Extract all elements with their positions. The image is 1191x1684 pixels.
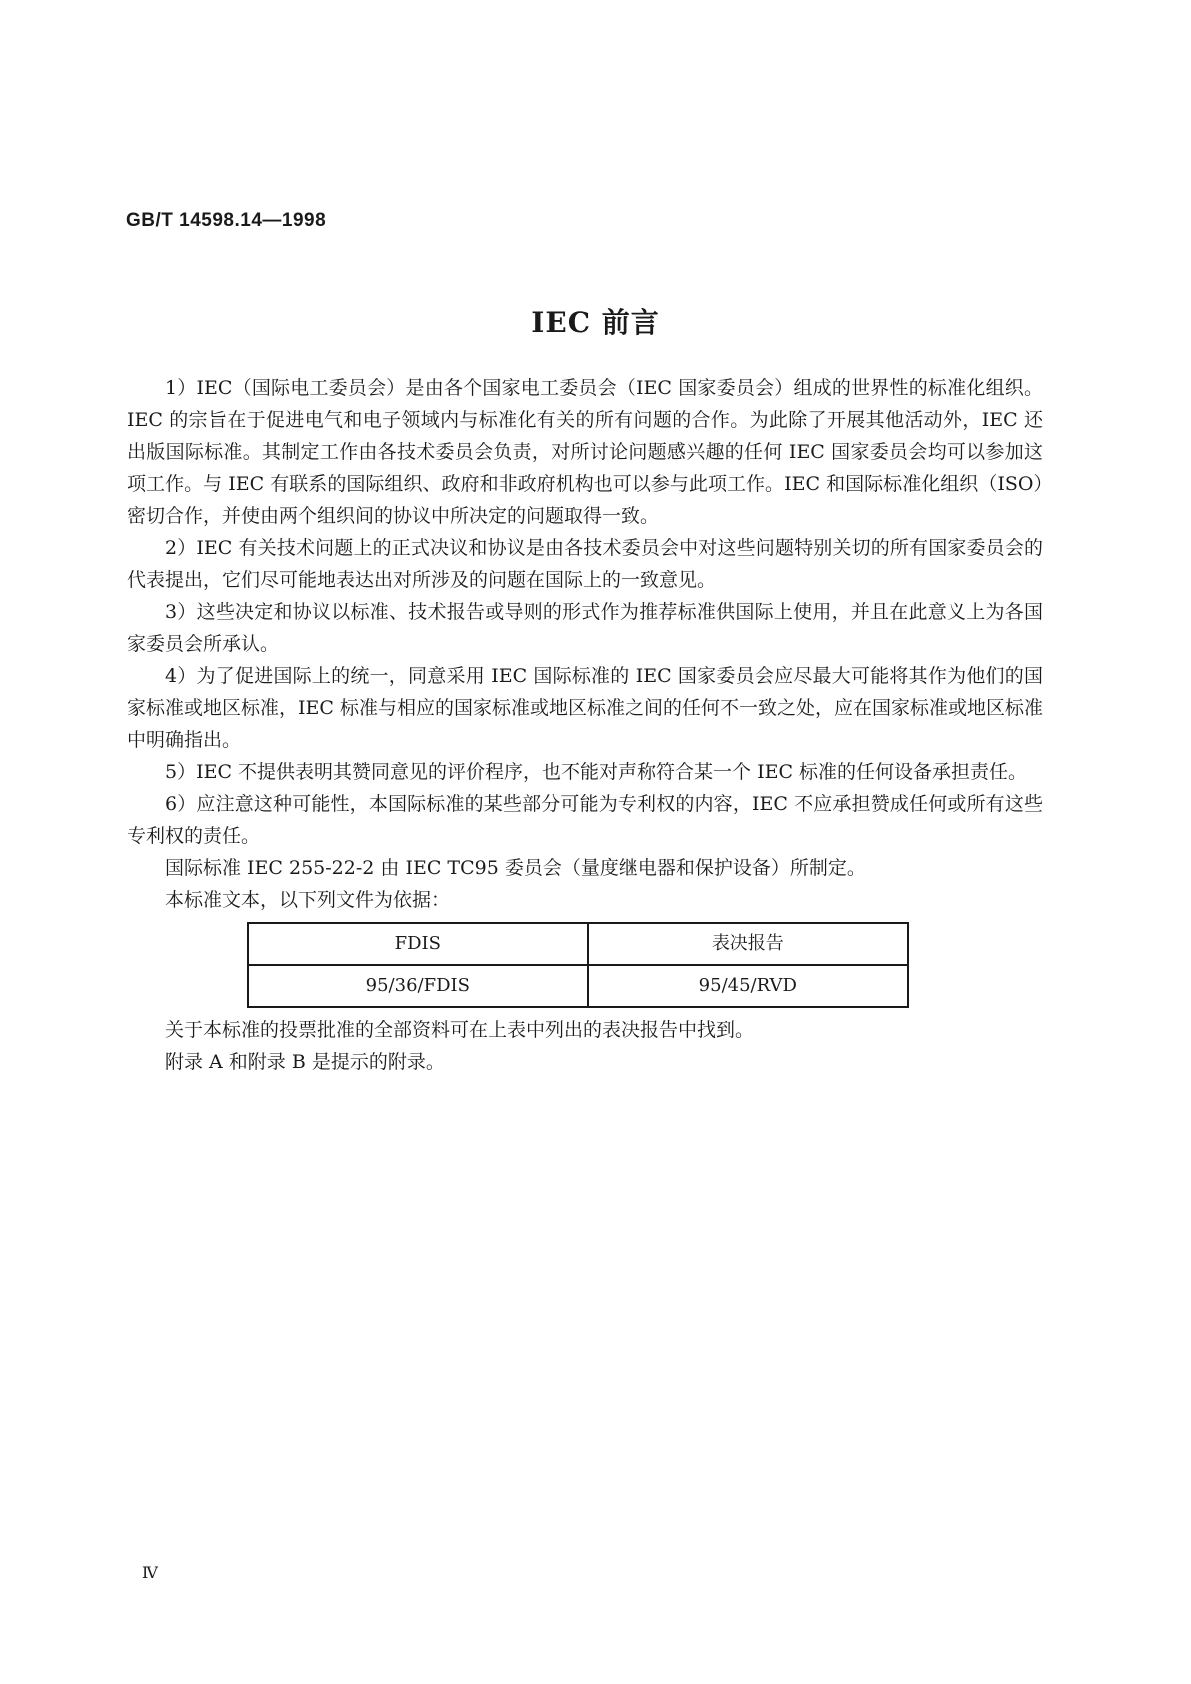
table-header-fdis: FDIS: [248, 923, 588, 965]
paragraph-annexes: 附录 A 和附录 B 是提示的附录。: [165, 1051, 445, 1073]
paragraph-2: 2）IEC 有关技术问题上的正式决议和协议是由各技术委员会中对这些问题特别关切的所有国家委员会的代表提出，它们尽可能地表达出对所涉及的问题在国际上的一致意见。: [127, 537, 1043, 591]
table-header-row: [248, 923, 908, 965]
paragraph-1: 1）IEC（国际电工委员会）是由各个国家电工委员会（IEC 国家委员会）组成的世界性的标准化组织。IEC 的宗旨在于促进电气和电子领域内与标准化有关的所有问题的合作。为此除了开展其他活动外，IEC 还出版国际标准。其制定工作由各技术委员会负责，对所讨论问题感兴趣的任何 IEC 国家委员会均可以参加这项工作。与 IEC 有联系的国际组织、政府和非政府机构也可以参与此项工作。IEC 和国际标准化组织（ISO）密切合作，并使由两个组织间的协议中所决定的问题取得一致。: [127, 377, 1043, 527]
table-header-voting-report: 表决报告: [588, 923, 908, 965]
table-cell-rvd: 95/45/RVD: [588, 965, 908, 1007]
paragraph-5: 5）IEC 不提供表明其赞同意见的评价程序，也不能对声称符合某一个 IEC 标准的任何设备承担责任。: [165, 761, 1028, 783]
page-number: Ⅳ: [142, 1563, 158, 1582]
standard-number: GB/T 14598.14—1998: [126, 210, 327, 231]
voting-table-wrapper: [247, 922, 909, 1008]
table-row: [248, 965, 908, 1007]
paragraph-committee: 国际标准 IEC 255-22-2 由 IEC TC95 委员会（量度继电器和保护设备）所制定。: [165, 857, 866, 879]
document-body: [127, 372, 1043, 1078]
paragraph-basis: 本标准文本，以下列文件为依据：: [165, 889, 451, 911]
paragraph-6: 6）应注意这种可能性，本国际标准的某些部分可能为专利权的内容，IEC 不应承担赞成任何或所有这些专利权的责任。: [127, 793, 1043, 847]
paragraph-4: 4）为了促进国际上的统一，同意采用 IEC 国际标准的 IEC 国家委员会应尽最大可能将其作为他们的国家标准或地区标准，IEC 标准与相应的国家标准或地区标准之间的任何不一致之处，应在国家标准或地区标准中明确指出。: [127, 665, 1043, 751]
paragraph-voting-info: 关于本标准的投票批准的全部资料可在上表中列出的表决报告中找到。: [165, 1019, 755, 1041]
table-cell-fdis: 95/36/FDIS: [248, 965, 588, 1007]
page-title: IEC 前言: [531, 306, 660, 339]
paragraph-3: 3）这些决定和协议以标准、技术报告或导则的形式作为推荐标准供国际上使用，并且在此意义上为各国家委员会所承认。: [127, 601, 1043, 655]
voting-table: [247, 922, 909, 1008]
